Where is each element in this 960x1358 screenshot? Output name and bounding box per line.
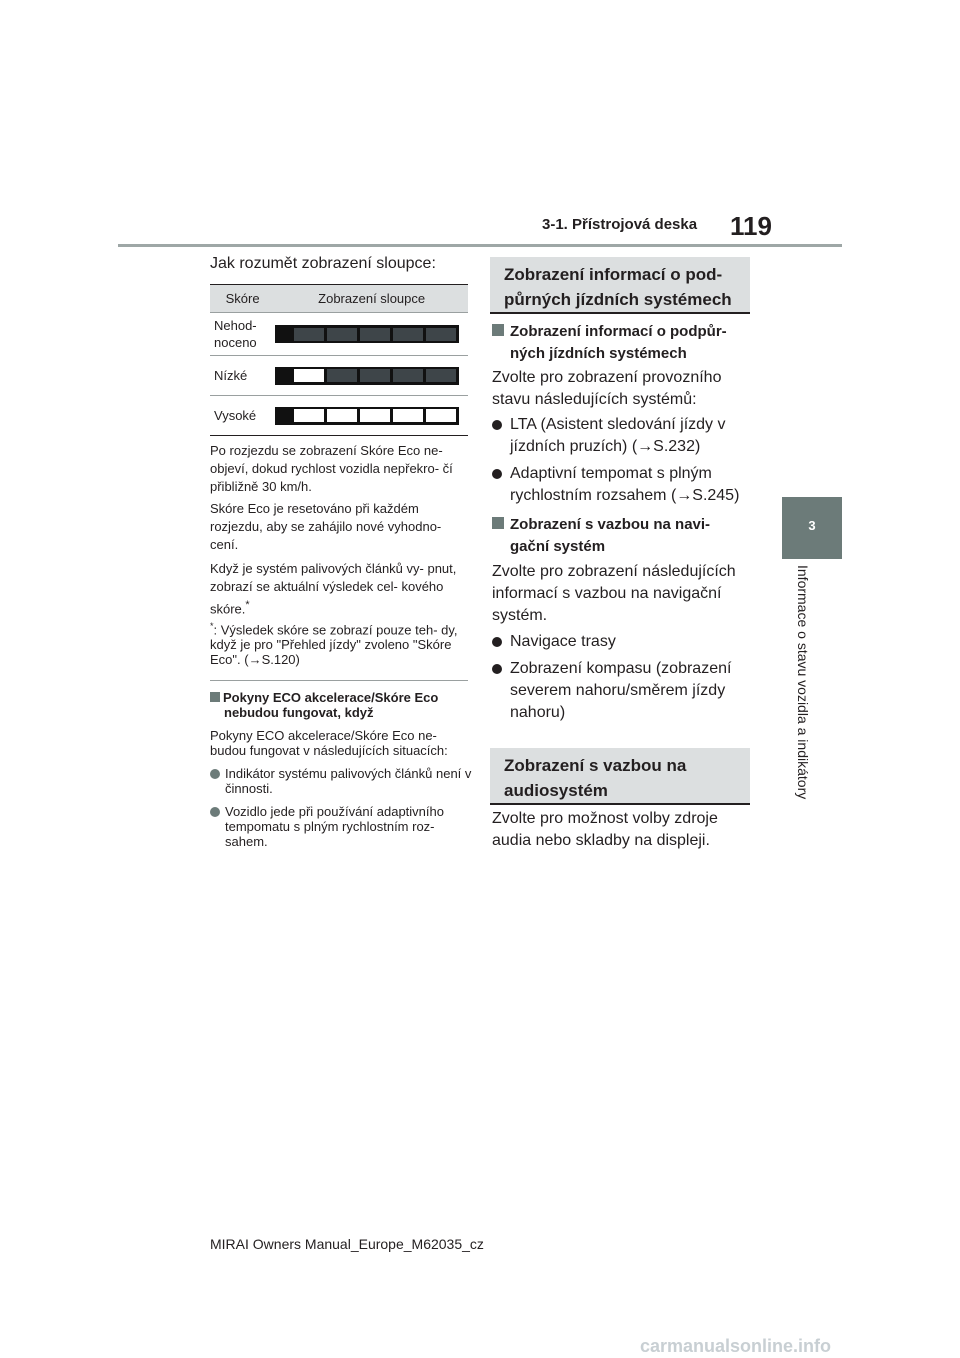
table-row bbox=[210, 356, 468, 396]
bar-segment bbox=[393, 328, 423, 341]
bar-segment bbox=[294, 409, 324, 422]
table-row bbox=[210, 313, 468, 356]
bar-segment bbox=[393, 409, 423, 422]
footnote: *: Výsledek skóre se zobrazí pouze teh- dy, když je pro "Přehled jízdy" zvoleno "Skóre Eco". (→S.120) bbox=[210, 621, 458, 668]
section-banner: Zobrazení s vazbou na audiosystém bbox=[490, 748, 750, 805]
paragraph: Když je systém palivových článků vy- pnut, zobrazí se aktuální výsledek cel- kového skóre.* bbox=[210, 561, 457, 617]
footnote-mark: * bbox=[210, 621, 214, 631]
list-item: Adaptivní tempomat s plným rychlostním rozsahem (→S.245) bbox=[492, 463, 752, 507]
bar-segment bbox=[360, 369, 390, 382]
bar-segment bbox=[360, 409, 390, 422]
header-rule bbox=[118, 244, 842, 247]
score-bar bbox=[275, 407, 459, 425]
sub-heading: Zobrazení informací o podpůr- ných jízdních systémech bbox=[492, 321, 752, 365]
chapter-label: Informace o stavu vozidla a indikátory bbox=[795, 565, 811, 800]
paragraph: Skóre Eco je resetováno při každém rozjezdu, aby se zahájilo nové vyhodno- cení. bbox=[210, 501, 442, 552]
score-bar bbox=[275, 367, 459, 385]
paragraph: Zvolte pro zobrazení následujících informací s vazbou na navigační systém. bbox=[492, 563, 736, 624]
bullet-icon bbox=[492, 664, 502, 674]
bullet-icon bbox=[492, 469, 502, 479]
footer: MIRAI Owners Manual_Europe_M62035_cz bbox=[210, 1236, 484, 1252]
bullet-icon bbox=[210, 807, 220, 817]
paragraph: Zvolte pro zobrazení provozního stavu následujících systémů: bbox=[492, 369, 722, 408]
bar-segment bbox=[327, 409, 357, 422]
score-table bbox=[210, 284, 468, 436]
list-item: Vozidlo jede při používání adaptivního tempomatu s plným rychlostním roz- sahem. bbox=[210, 804, 472, 849]
bar-end bbox=[278, 328, 291, 341]
score-label: Nízké bbox=[210, 356, 275, 396]
table-row bbox=[210, 396, 468, 436]
score-bar bbox=[275, 325, 459, 343]
bar-segment bbox=[426, 409, 456, 422]
list-item: Navigace trasy bbox=[492, 631, 752, 653]
sub-heading: Zobrazení s vazbou na navi- gační systém bbox=[492, 514, 752, 558]
table-header-score: Skóre bbox=[210, 285, 275, 313]
score-label: Nehod- noceno bbox=[210, 313, 275, 356]
paragraph: Po rozjezdu se zobrazení Skóre Eco ne- objeví, dokud rychlost vozidla nepřekro- čí přibližně 30 km/h. bbox=[210, 443, 453, 494]
list-item: Zobrazení kompasu (zobrazení severem nahoru/směrem jízdy nahoru) bbox=[492, 658, 752, 724]
watermark: carmanualsonline.info bbox=[640, 1336, 832, 1356]
square-bullet-icon bbox=[210, 692, 220, 702]
bar-segment bbox=[426, 369, 456, 382]
chapter-number: 3 bbox=[808, 518, 816, 533]
bar-segment bbox=[327, 328, 357, 341]
paragraph: Zvolte pro možnost volby zdroje audia nebo skladby na displeji. bbox=[492, 810, 718, 849]
paragraph: Pokyny ECO akcelerace/Skóre Eco ne- budou fungovat v následujících situacích: bbox=[210, 728, 448, 758]
bullet-icon bbox=[210, 769, 220, 779]
table-intro: Jak rozumět zobrazení sloupce: bbox=[210, 255, 436, 272]
footnote-mark: * bbox=[245, 599, 250, 611]
bar-segment bbox=[294, 328, 324, 341]
bar-end bbox=[278, 409, 291, 422]
bar-end bbox=[278, 369, 291, 382]
list-item: Indikátor systému palivových článků není v činnosti. bbox=[210, 766, 472, 796]
bar-segment bbox=[327, 369, 357, 382]
square-bullet-icon bbox=[492, 517, 504, 529]
bar-segment bbox=[393, 369, 423, 382]
bullet-icon bbox=[492, 420, 502, 430]
score-label: Vysoké bbox=[210, 396, 275, 436]
divider bbox=[210, 680, 468, 681]
page-number: 119 bbox=[730, 211, 772, 241]
bar-segment bbox=[294, 369, 324, 382]
bar-segment bbox=[360, 328, 390, 341]
bar-segment bbox=[426, 328, 456, 341]
section-banner: Zobrazení informací o pod- půrných jízdních systémech bbox=[490, 257, 750, 314]
square-bullet-icon bbox=[492, 324, 504, 336]
sub-heading: Pokyny ECO akcelerace/Skóre Eco nebudou fungovat, když bbox=[210, 690, 472, 720]
section-title: 3-1. Přístrojová deska bbox=[542, 216, 698, 233]
table-header-bar: Zobrazení sloupce bbox=[275, 285, 468, 313]
bullet-icon bbox=[492, 637, 502, 647]
list-item: LTA (Asistent sledování jízdy v jízdních pruzích) (→S.232) bbox=[492, 414, 752, 458]
